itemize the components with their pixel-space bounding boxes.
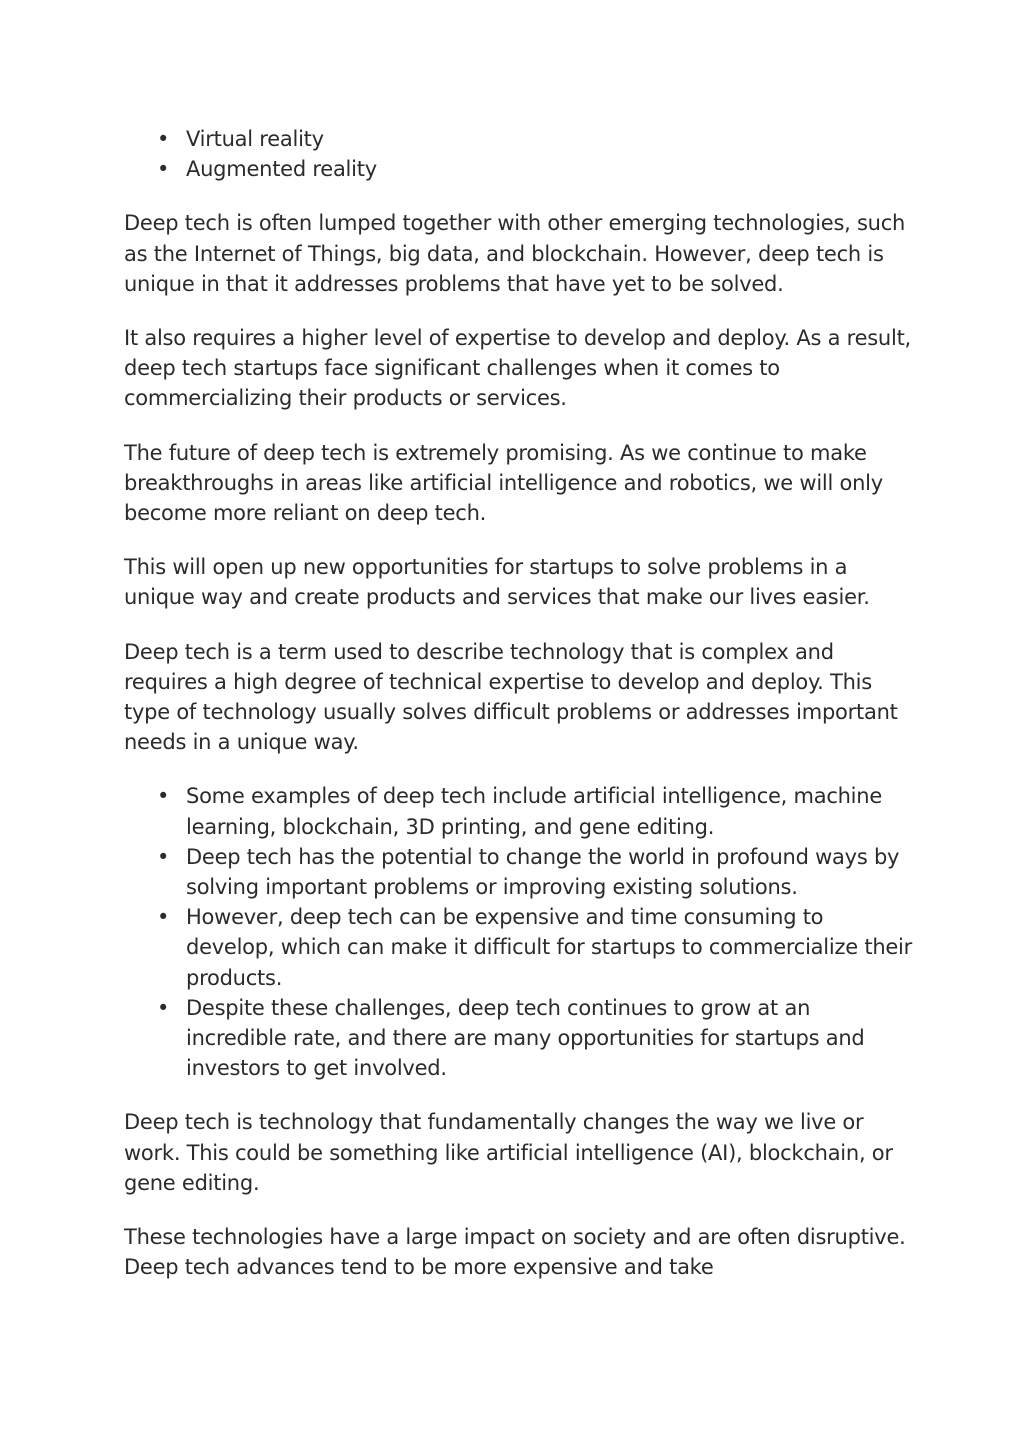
paragraph: It also requires a higher level of expertise to develop and deploy. As a result, deep tech startups face significant challenges when it comes to commercializing their products or services.: [124, 326, 911, 411]
bullet-icon: •: [157, 127, 170, 151]
bullet-icon: •: [157, 784, 170, 809]
list-item: [124, 124, 914, 154]
document-body: [124, 124, 914, 1283]
bullet-list-mid: [124, 781, 914, 1083]
bullet-icon: •: [157, 995, 170, 1020]
paragraph: Deep tech is a term used to describe technology that is complex and requires a high degree of technical expertise to develop and deploy. This type of technology usually solves difficult problems or addresses important needs in a unique way.: [124, 639, 898, 755]
list-item: [124, 993, 914, 1084]
paragraph: These technologies have a large impact on society and are often disruptive. Deep tech advances tend to be more expensive and take: [124, 1225, 906, 1280]
paragraph: The future of deep tech is extremely promising. As we continue to make breakthroughs in areas like artificial intelligence and robotics, we will only become more reliant on deep tech.: [124, 440, 883, 526]
bullet-icon: •: [157, 157, 170, 182]
list-item: [124, 781, 914, 841]
list-item-text: Augmented reality: [186, 157, 377, 182]
bullet-list-top: [124, 124, 914, 184]
list-item-text: Despite these challenges, deep tech continues to grow at an incredible rate, and there are many opportunities for startups and investors to get involved.: [186, 995, 865, 1081]
list-item-text: Some examples of deep tech include artificial intelligence, machine learning, blockchain, 3D printing, and gene editing.: [186, 784, 882, 839]
list-item: [124, 154, 914, 184]
list-item: [124, 902, 914, 993]
bullet-icon: •: [157, 905, 170, 930]
list-item: [124, 842, 914, 902]
paragraph: Deep tech is often lumped together with other emerging technologies, such as the Internet of Things, big data, and blockchain. However, deep tech is unique in that it addresses problems that have yet to be solved.: [124, 211, 906, 296]
bullet-icon: •: [157, 844, 170, 869]
paragraph: Deep tech is technology that fundamentally changes the way we live or work. This could be something like artificial intelligence (AI), blockchain, or gene editing.: [124, 1110, 893, 1195]
list-item-text: Virtual reality: [186, 127, 324, 151]
list-item-text: Deep tech has the potential to change the world in profound ways by solving important problems or improving existing solutions.: [186, 844, 900, 900]
list-item-text: However, deep tech can be expensive and time consuming to develop, which can make it difficult for startups to commercialize their products.: [186, 905, 913, 990]
paragraph: This will open up new opportunities for startups to solve problems in a unique way and create products and services that make our lives easier.: [124, 555, 870, 610]
